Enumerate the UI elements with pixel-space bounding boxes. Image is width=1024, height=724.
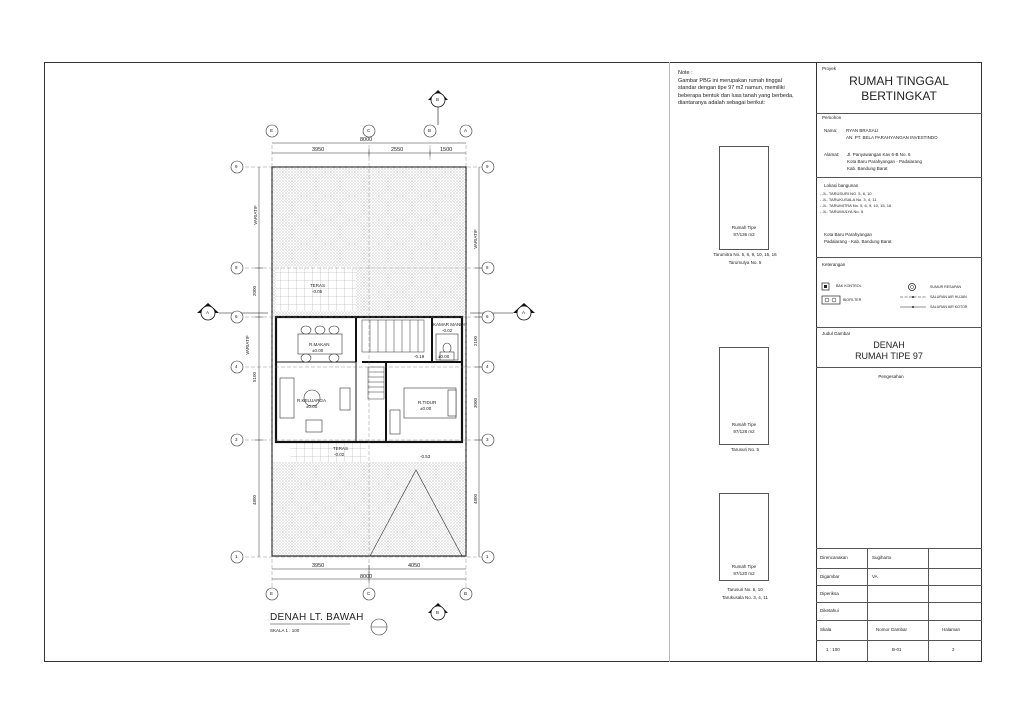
variant-caption: Tarukusala No. 3, 4, 11 [722, 595, 768, 600]
row-label: Direncanakan [820, 555, 848, 560]
dim-left: VARIATIF [244, 335, 250, 355]
dim-right: 3000 [473, 397, 479, 409]
room-level: ±0.00 [438, 354, 450, 359]
variant-caption: Tarumulya No. 5 [728, 260, 762, 265]
room-level: -0.02 [334, 452, 345, 457]
grid-row-label: 1 [235, 554, 238, 559]
grid-row-label: 6 [486, 314, 489, 319]
section-label-b: B [436, 97, 440, 102]
dim-left: 2000 [252, 285, 258, 297]
section-label-a: A [522, 310, 526, 315]
room-label: TERAS [310, 283, 326, 288]
variant-area: 97/120 m2 [733, 571, 755, 576]
variant-label: Rumah Tipe [731, 564, 757, 569]
dim-top-part: 3950 [312, 147, 325, 153]
note-heading: Note : [678, 70, 693, 76]
footer-value: 2 [952, 647, 955, 652]
lokasi-kota: Padalarang - Kab. Bandung Barat [824, 239, 892, 244]
drawing-title: DENAH [873, 340, 905, 350]
grid-row-label: 4 [235, 364, 238, 369]
grid-row-label: 1 [486, 554, 489, 559]
dim-top-part: 2550 [391, 147, 404, 153]
dim-right: 4800 [473, 493, 479, 505]
footer-header: Nomor Gambar [876, 627, 908, 632]
teras-bottom-tiles [290, 442, 366, 462]
dim-left: VARIATIF [252, 205, 258, 225]
room-level: ±0.00 [312, 348, 324, 353]
variant-label: Rumah Tipe [731, 225, 757, 230]
variant-caption: Tarumitra No. 5, 6, 9, 10, 15, 16 [713, 252, 777, 257]
grid-row-label: 6 [235, 314, 238, 319]
grid-row-label: 3 [235, 437, 238, 442]
grid-col-label: B [464, 591, 468, 596]
judul-label: Judul Gambar [822, 331, 851, 336]
row-value: Sugiharto [872, 555, 892, 560]
grid-row-label: 8 [235, 265, 238, 270]
grid-col-label: C [367, 591, 371, 596]
dim-bottom-part: 4050 [408, 563, 421, 569]
pemohon-label: Pemohon [822, 115, 842, 120]
room-level: -0.53 [420, 454, 431, 459]
legend-label: BAK KONTROL [836, 284, 862, 288]
grid-row-label: 9 [486, 164, 489, 169]
row-value: VA [872, 574, 878, 579]
footer-header: Halaman [942, 627, 961, 632]
carport [369, 462, 466, 556]
project-title: BERTINGKAT [861, 89, 937, 103]
section-label-a: A [206, 310, 210, 315]
room-label: R.TIDUR [418, 400, 437, 405]
grid-col-label: C [367, 128, 371, 133]
garden-bottom-left [272, 462, 369, 556]
room-level: ±0.00 [420, 406, 432, 411]
keterangan-label: Keterangan [822, 262, 846, 267]
footer-value: 1 : 100 [826, 647, 840, 652]
alamat-label: Alamat: [824, 152, 840, 157]
plan-scale: SKALA 1 : 100 [270, 628, 300, 633]
alamat-value: Jl. Panyawangan Kav 6-B No. 6 [847, 152, 911, 157]
room-label: TERAS [333, 446, 349, 451]
variant-area: 97/136 m2 [733, 232, 755, 237]
variant-label: Rumah Tipe [731, 422, 757, 427]
dim-left: 4800 [252, 494, 258, 506]
project-title: RUMAH TINGGAL [849, 74, 949, 88]
note-block [678, 70, 798, 108]
lokasi-label: Lokasi bangunan [824, 183, 859, 188]
dim-left: 5100 [252, 371, 258, 383]
row-label: Digambar [820, 574, 840, 579]
grid-col-label: B [428, 128, 432, 133]
grid-row-label: 4 [486, 364, 489, 369]
grid-col-label: E [270, 591, 274, 596]
room-level: ±0.00 [306, 404, 318, 409]
dim-bottom-part: 3950 [312, 563, 325, 569]
note-body: Gambar PBG ini merupakan rumah tinggal standar dengan tipe 97 m2 namun, memiliki beberapa bentuk dan luas tanah yang berbeda, diantaranya adalah sebagai berikut: [678, 77, 794, 106]
legend-label: SUMUR RESAPAN [930, 285, 962, 289]
grid-row-label: 3 [486, 437, 489, 442]
variant-card [719, 347, 769, 445]
room-level: -0.19 [414, 354, 425, 359]
room-level: -0.02 [442, 328, 453, 333]
dim-top-part: 1500 [440, 147, 453, 153]
grid-col-label: E [270, 128, 274, 133]
plan-title: DENAH LT. BAWAH [270, 612, 364, 623]
grid-col-label: A [464, 128, 468, 133]
row-label: Diperiksa [820, 591, 839, 596]
pengesahan-label: Pengesahan [878, 374, 904, 379]
dim-total-top: 8000 [360, 137, 373, 143]
lokasi-kota: Kota Baru Parahyangan [824, 232, 873, 237]
variant-area: 97/128 m2 [733, 429, 755, 434]
dim-right: 2100 [473, 335, 479, 347]
room-label: R.MAKAN [309, 342, 330, 347]
nama-label: Nama: [824, 128, 838, 133]
variant-caption: Tarusuri No. 5 [730, 447, 759, 452]
variant-caption: Tarusuri No. 6, 10 [727, 587, 763, 592]
room-level: -0.05 [312, 289, 323, 294]
lokasi-item: - JL. TARUMULYA No. 5 [820, 209, 864, 214]
room-label: R.KELUARGA [297, 398, 327, 403]
lokasi-item: - JL. TARUKUSALA No. 3, 4, 11 [820, 197, 877, 202]
nama-value: AN. PT. BELA PARAHYANGAN INVESTINDO [846, 135, 938, 140]
legend-label: BIOFILTER [843, 298, 862, 302]
alamat-value: Kota Baru Parahyangan - Padalarang [847, 159, 923, 164]
legend-label: SALURAN AIR HUJAN [930, 295, 967, 299]
row-label: Diketahui [820, 608, 839, 613]
section-marker-b-top [428, 90, 448, 125]
section-label-b: B [436, 610, 440, 615]
section-marker-a-right [470, 303, 535, 320]
drawing-title: RUMAH TIPE 97 [855, 351, 923, 361]
lokasi-item: - JL. TARUMITRA No. 5, 6, 9, 10, 15, 16 [820, 203, 892, 208]
footer-value: B-01 [892, 647, 902, 652]
room-label: KAMAR MANDI [433, 322, 465, 327]
legend-label: SALURAN AIR KOTOR [930, 305, 968, 309]
variant-card [719, 493, 769, 581]
grid-row-label: 8 [486, 265, 489, 270]
alamat-value: Kab. Bandung Barat [847, 166, 888, 171]
dim-right: VARIATIF [472, 229, 478, 249]
divider [669, 62, 670, 662]
variant-card [719, 146, 769, 250]
nama-value: RYAN BRASALI [846, 128, 879, 133]
dim-total-bottom: 8000 [360, 574, 373, 580]
footer-header: Skala [820, 627, 832, 632]
proyek-label: Proyek [822, 66, 837, 71]
lokasi-item: - JL. TARUSURI NO. 5, 6, 10 [820, 191, 872, 196]
grid-row-label: 9 [235, 164, 238, 169]
